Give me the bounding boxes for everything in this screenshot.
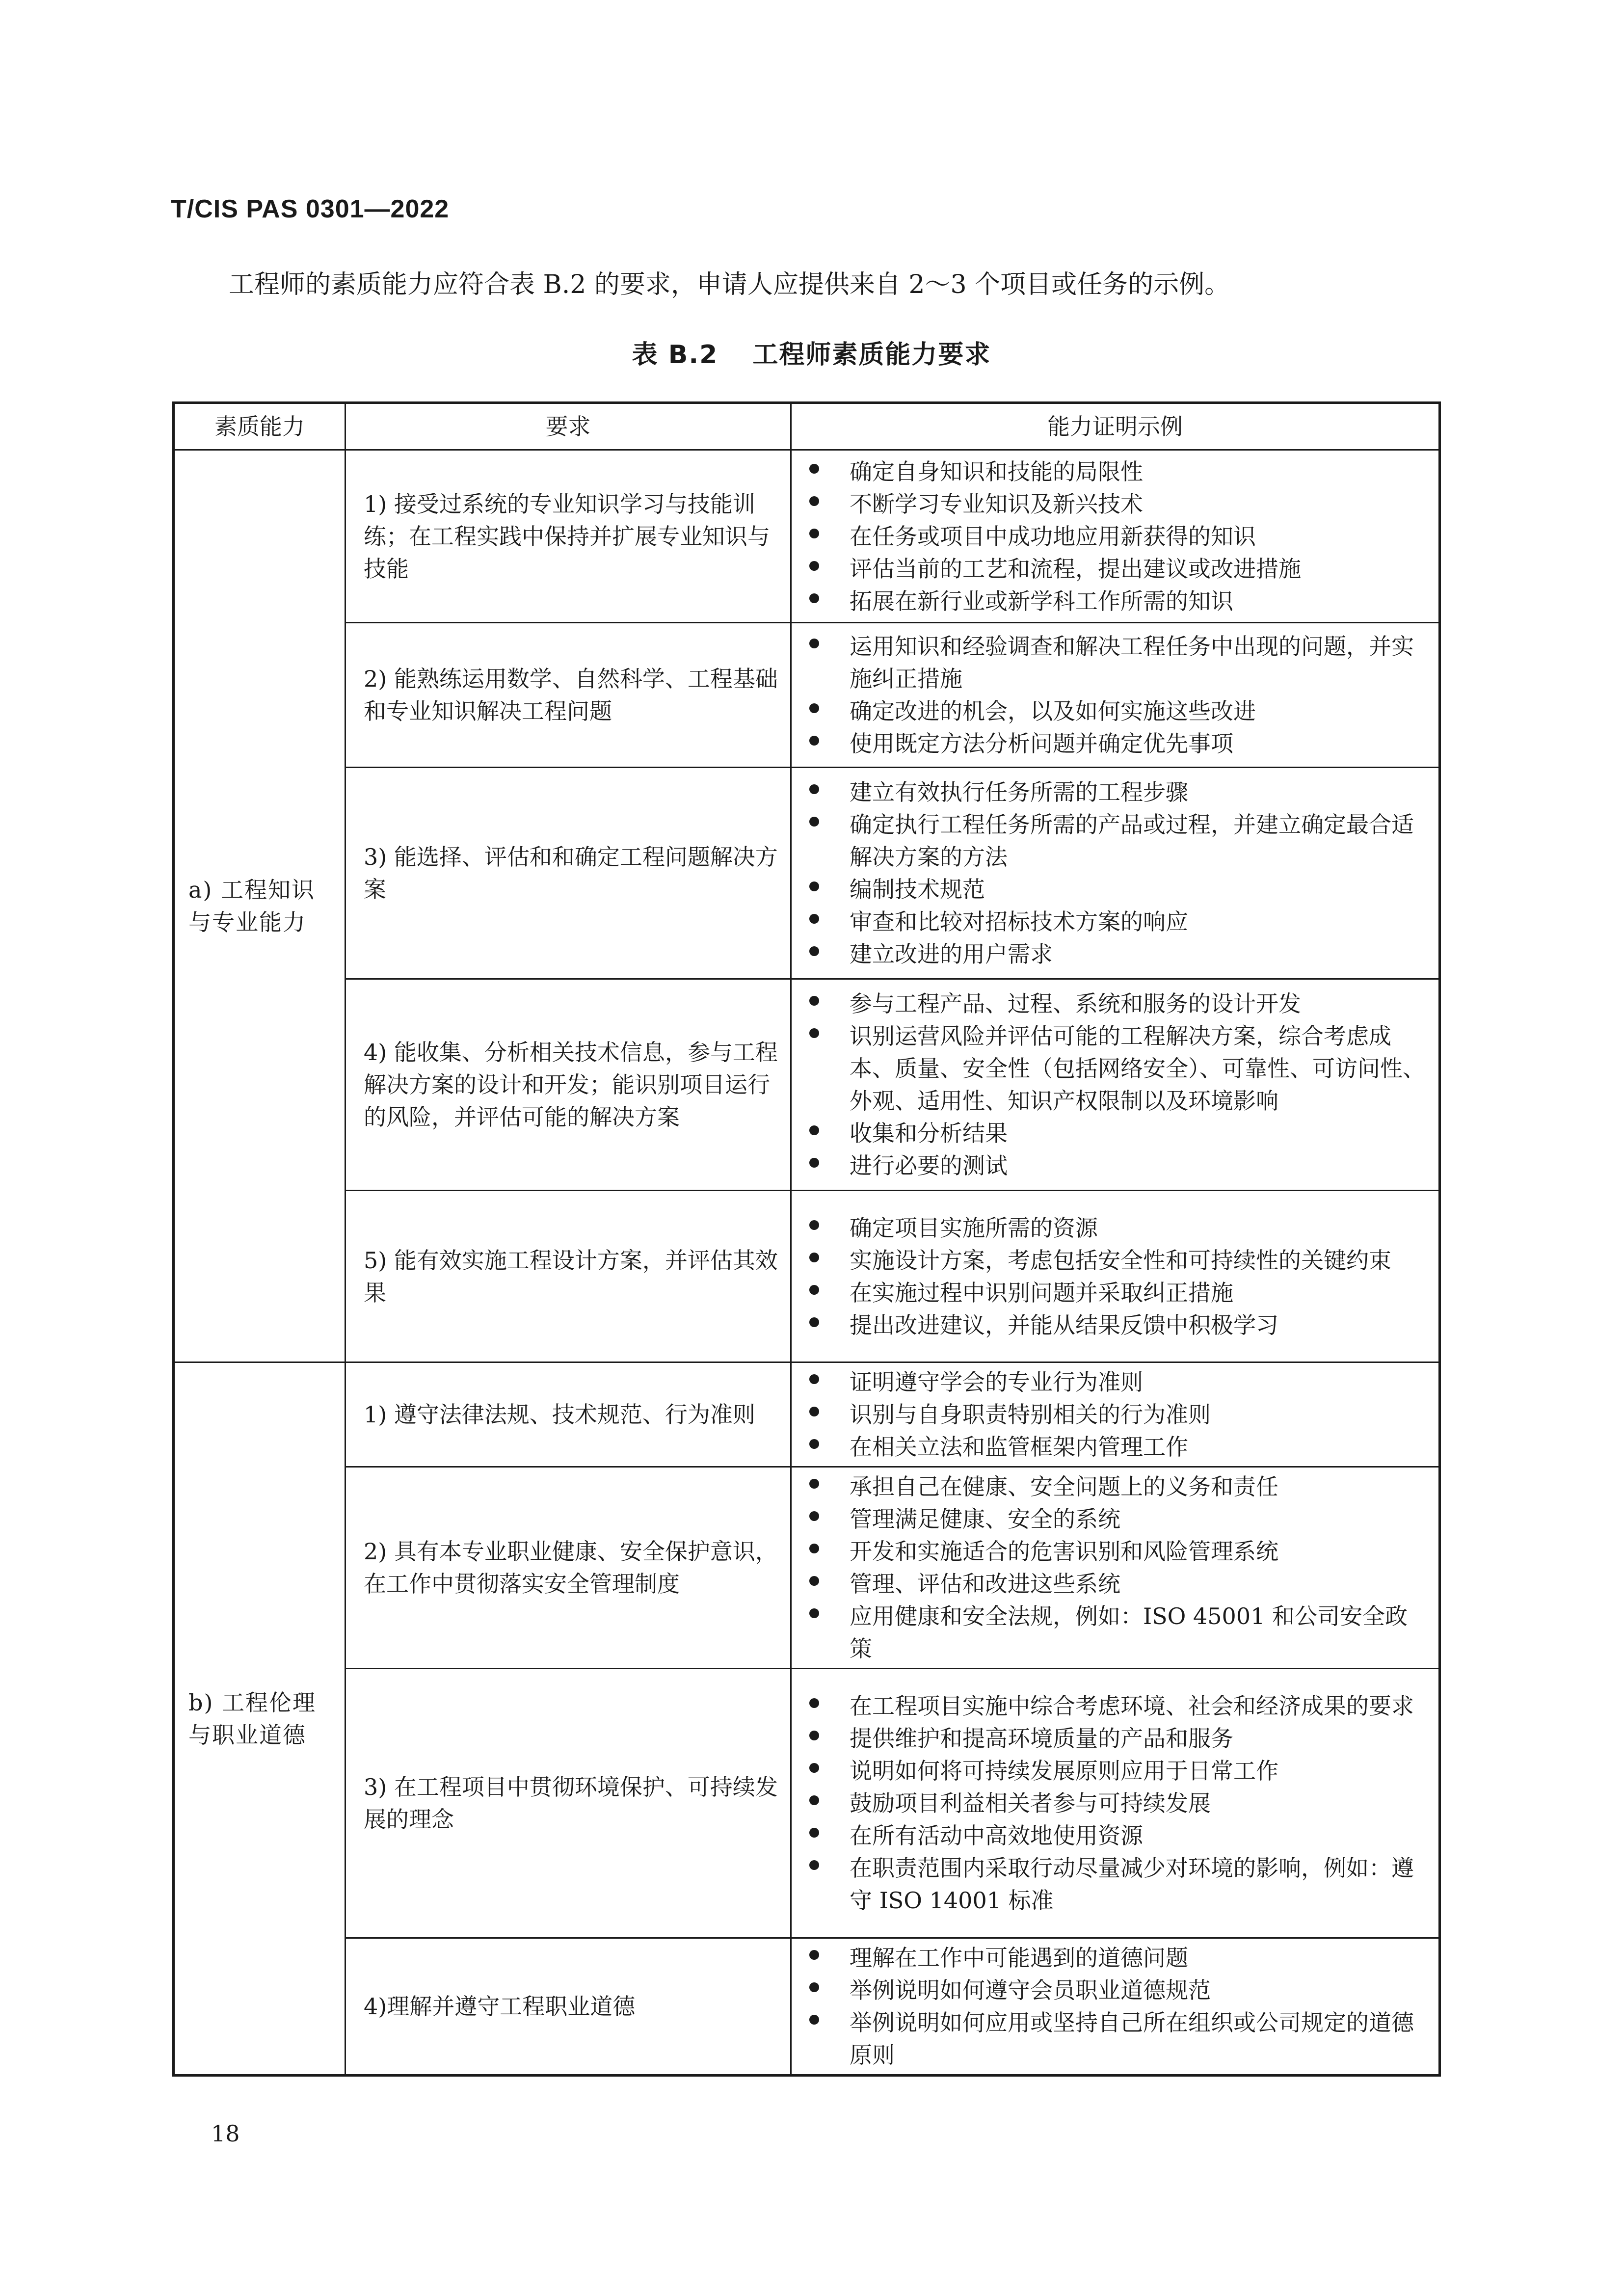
example-item: [809, 727, 1429, 760]
bullet-icon: [809, 1763, 819, 1773]
example-item: [809, 553, 1429, 585]
example-item: [809, 1309, 1429, 1341]
example-item: [809, 1722, 1429, 1755]
examples-list: [809, 1212, 1429, 1341]
examples-cell: [791, 450, 1440, 623]
example-item: [809, 906, 1429, 938]
bullet-icon: [809, 1317, 819, 1327]
requirement-cell: 3) 在工程项目中贯彻环境保护、可持续发展的理念: [346, 1669, 791, 1938]
example-item: [809, 808, 1429, 873]
table-row: [174, 450, 1440, 623]
example-item: [809, 520, 1429, 553]
example-item: [809, 1149, 1429, 1182]
bullet-icon: [809, 1374, 819, 1384]
bullet-icon: [809, 1407, 819, 1416]
example-text: 收集和分析结果: [850, 1120, 1008, 1147]
example-item: [809, 1503, 1429, 1535]
example-text: 拓展在新行业或新学科工作所需的知识: [850, 587, 1233, 614]
example-item: [809, 455, 1429, 488]
example-text: 在相关立法和监管框架内管理工作: [850, 1434, 1188, 1460]
table-row: [174, 1938, 1440, 2076]
examples-list: [809, 1470, 1429, 1665]
examples-cell: [791, 1362, 1440, 1467]
table-row: [174, 1669, 1440, 1938]
requirement-cell: 2) 具有本专业职业健康、安全保护意识，在工作中贯彻落实安全管理制度: [346, 1467, 791, 1669]
header-requirement: 要求: [346, 403, 791, 450]
header-competence: 素质能力: [174, 403, 346, 450]
bullet-icon: [809, 1285, 819, 1295]
bullet-icon: [809, 2015, 819, 2025]
example-item: [809, 1974, 1429, 2006]
example-item: [809, 1819, 1429, 1852]
example-text: 在任务或项目中成功地应用新获得的知识: [850, 523, 1256, 550]
example-item: [809, 2006, 1429, 2071]
examples-cell: [791, 623, 1440, 768]
requirement-cell: 5) 能有效实施工程设计方案，并评估其效果: [346, 1191, 791, 1362]
example-text: 不断学习专业知识及新兴技术: [850, 490, 1143, 517]
example-item: [809, 630, 1429, 695]
table-row: [174, 1467, 1440, 1669]
examples-cell: [791, 1467, 1440, 1669]
examples-cell: [791, 1938, 1440, 2076]
header-examples: 能力证明示例: [791, 403, 1440, 450]
example-item: [809, 1431, 1429, 1463]
example-text: 证明遵守学会的专业行为准则: [850, 1369, 1143, 1395]
bullet-icon: [809, 1608, 819, 1618]
competence-table: [172, 401, 1441, 2077]
bullet-icon: [809, 784, 819, 794]
example-text: 理解在工作中可能遇到的道德问题: [850, 1945, 1188, 1971]
example-item: [809, 1535, 1429, 1568]
example-text: 建立有效执行任务所需的工程步骤: [850, 779, 1188, 805]
example-item: [809, 873, 1429, 906]
examples-cell: [791, 1191, 1440, 1362]
bullet-icon: [809, 1731, 819, 1740]
example-item: [809, 1398, 1429, 1431]
bullet-icon: [809, 1828, 819, 1838]
table-row: [174, 623, 1440, 768]
example-item: [809, 585, 1429, 617]
bullet-icon: [809, 1950, 819, 1960]
example-item: [809, 988, 1429, 1020]
example-item: [809, 1366, 1429, 1398]
examples-list: [809, 776, 1429, 970]
example-text: 应用健康和安全法规，例如：ISO 45001 和公司安全政策: [850, 1603, 1408, 1662]
example-text: 确定自身知识和技能的局限性: [850, 458, 1143, 485]
example-text: 举例说明如何应用或坚持自己所在组织或公司规定的道德原则: [850, 2009, 1414, 2068]
table-header-row: [174, 403, 1440, 450]
example-item: [809, 1470, 1429, 1503]
example-item: [809, 1755, 1429, 1787]
bullet-icon: [809, 1158, 819, 1168]
example-item: [809, 1942, 1429, 1974]
table-row: [174, 979, 1440, 1191]
bullet-icon: [809, 464, 819, 474]
example-text: 评估当前的工艺和流程，提出建议或改进措施: [850, 555, 1301, 582]
example-text: 审查和比较对招标技术方案的响应: [850, 908, 1188, 935]
requirement-cell: 2) 能熟练运用数学、自然科学、工程基础和专业知识解决工程问题: [346, 623, 791, 768]
example-item: [809, 1212, 1429, 1244]
bullet-icon: [809, 639, 819, 648]
requirement-cell: 1) 遵守法律法规、技术规范、行为准则: [346, 1362, 791, 1467]
bullet-icon: [809, 1125, 819, 1135]
bullet-icon: [809, 946, 819, 956]
table-row: [174, 1362, 1440, 1467]
example-text: 承担自己在健康、安全问题上的义务和责任: [850, 1473, 1278, 1500]
example-text: 管理满足健康、安全的系统: [850, 1506, 1120, 1532]
bullet-icon: [809, 1982, 819, 1992]
bullet-icon: [809, 1220, 819, 1230]
requirement-cell: 4) 能收集、分析相关技术信息，参与工程解决方案的设计和开发；能识别项目运行的风险，并评估可能的解决方案: [346, 979, 791, 1191]
example-text: 管理、评估和改进这些系统: [850, 1571, 1120, 1597]
example-item: [809, 1787, 1429, 1819]
example-text: 在职责范围内采取行动尽量减少对环境的影响，例如：遵守 ISO 14001 标准: [850, 1855, 1414, 1914]
example-item: [809, 938, 1429, 970]
bullet-icon: [809, 1028, 819, 1038]
table-title: 工程师素质能力要求: [752, 340, 991, 370]
example-item: [809, 1020, 1429, 1117]
bullet-icon: [809, 1544, 819, 1553]
bullet-icon: [809, 1698, 819, 1708]
example-item: [809, 1690, 1429, 1722]
competence-category: a) 工程知识与专业能力: [174, 450, 346, 1362]
examples-cell: [791, 768, 1440, 979]
bullet-icon: [809, 736, 819, 746]
example-item: [809, 1244, 1429, 1277]
example-text: 说明如何将可持续发展原则应用于日常工作: [850, 1758, 1278, 1784]
example-text: 提供维护和提高环境质量的产品和服务: [850, 1725, 1233, 1752]
bullet-icon: [809, 1439, 819, 1449]
example-text: 确定改进的机会，以及如何实施这些改进: [850, 698, 1256, 724]
requirement-cell: 1) 接受过系统的专业知识学习与技能训练；在工程实践中保持并扩展专业知识与技能: [346, 450, 791, 623]
examples-list: [809, 1690, 1429, 1917]
examples-cell: [791, 1669, 1440, 1938]
example-item: [809, 1117, 1429, 1149]
examples-list: [809, 455, 1429, 617]
example-item: [809, 1568, 1429, 1600]
example-item: [809, 695, 1429, 727]
example-text: 举例说明如何遵守会员职业道德规范: [850, 1977, 1211, 2003]
example-text: 进行必要的测试: [850, 1152, 1008, 1179]
table-row: [174, 1191, 1440, 1362]
bullet-icon: [809, 1511, 819, 1521]
example-text: 提出改进建议，并能从结果反馈中积极学习: [850, 1311, 1278, 1338]
example-item: [809, 1852, 1429, 1917]
example-text: 运用知识和经验调查和解决工程任务中出现的问题，并实施纠正措施: [850, 633, 1414, 692]
example-text: 实施设计方案，考虑包括安全性和可持续性的关键约束: [850, 1247, 1391, 1274]
table-number: 表 B.2: [632, 340, 718, 370]
competence-category: b) 工程伦理与职业道德: [174, 1362, 346, 2076]
page-number: 18: [211, 2120, 240, 2147]
bullet-icon: [809, 881, 819, 891]
examples-cell: [791, 979, 1440, 1191]
bullet-icon: [809, 561, 819, 571]
bullet-icon: [809, 1479, 819, 1489]
example-text: 鼓励项目利益相关者参与可持续发展: [850, 1790, 1211, 1816]
bullet-icon: [809, 1253, 819, 1262]
bullet-icon: [809, 996, 819, 1006]
intro-paragraph: 工程师的素质能力应符合表 B.2 的要求，申请人应提供来自 2～3 个项目或任务的示例。: [229, 270, 1230, 299]
bullet-icon: [809, 529, 819, 538]
example-item: [809, 1277, 1429, 1309]
example-item: [809, 488, 1429, 520]
example-text: 参与工程产品、过程、系统和服务的设计开发: [850, 990, 1301, 1017]
example-text: 使用既定方法分析问题并确定优先事项: [850, 730, 1233, 757]
example-text: 开发和实施适合的危害识别和风险管理系统: [850, 1538, 1278, 1565]
bullet-icon: [809, 496, 819, 506]
examples-list: [809, 1942, 1429, 2071]
examples-list: [809, 1366, 1429, 1463]
example-text: 识别运营风险并评估可能的工程解决方案，综合考虑成本、质量、安全性（包括网络安全）、可靠性、可访问性、外观、适用性、知识产权限制以及环境影响: [850, 1023, 1425, 1114]
requirement-cell: 4)理解并遵守工程职业道德: [346, 1938, 791, 2076]
example-text: 确定项目实施所需的资源: [850, 1214, 1098, 1241]
requirement-cell: 3) 能选择、评估和和确定工程问题解决方案: [346, 768, 791, 979]
bullet-icon: [809, 817, 819, 827]
example-item: [809, 776, 1429, 808]
examples-list: [809, 630, 1429, 760]
example-text: 在工程项目实施中综合考虑环境、社会和经济成果的要求: [850, 1693, 1414, 1719]
example-text: 在实施过程中识别问题并采取纠正措施: [850, 1279, 1233, 1306]
bullet-icon: [809, 1576, 819, 1586]
example-text: 识别与自身职责特别相关的行为准则: [850, 1401, 1211, 1428]
example-text: 确定执行工程任务所需的产品或过程，并建立确定最合适解决方案的方法: [850, 811, 1414, 870]
table-row: [174, 768, 1440, 979]
bullet-icon: [809, 593, 819, 603]
example-text: 在所有活动中高效地使用资源: [850, 1822, 1143, 1849]
example-text: 建立改进的用户需求: [850, 941, 1053, 967]
bullet-icon: [809, 1795, 819, 1805]
example-text: 编制技术规范: [850, 876, 985, 903]
bullet-icon: [809, 1860, 819, 1870]
bullet-icon: [809, 914, 819, 924]
example-item: [809, 1600, 1429, 1665]
examples-list: [809, 988, 1429, 1182]
bullet-icon: [809, 703, 819, 713]
standard-number: T/CIS PAS 0301—2022: [171, 195, 450, 223]
table-caption: [0, 334, 1623, 371]
